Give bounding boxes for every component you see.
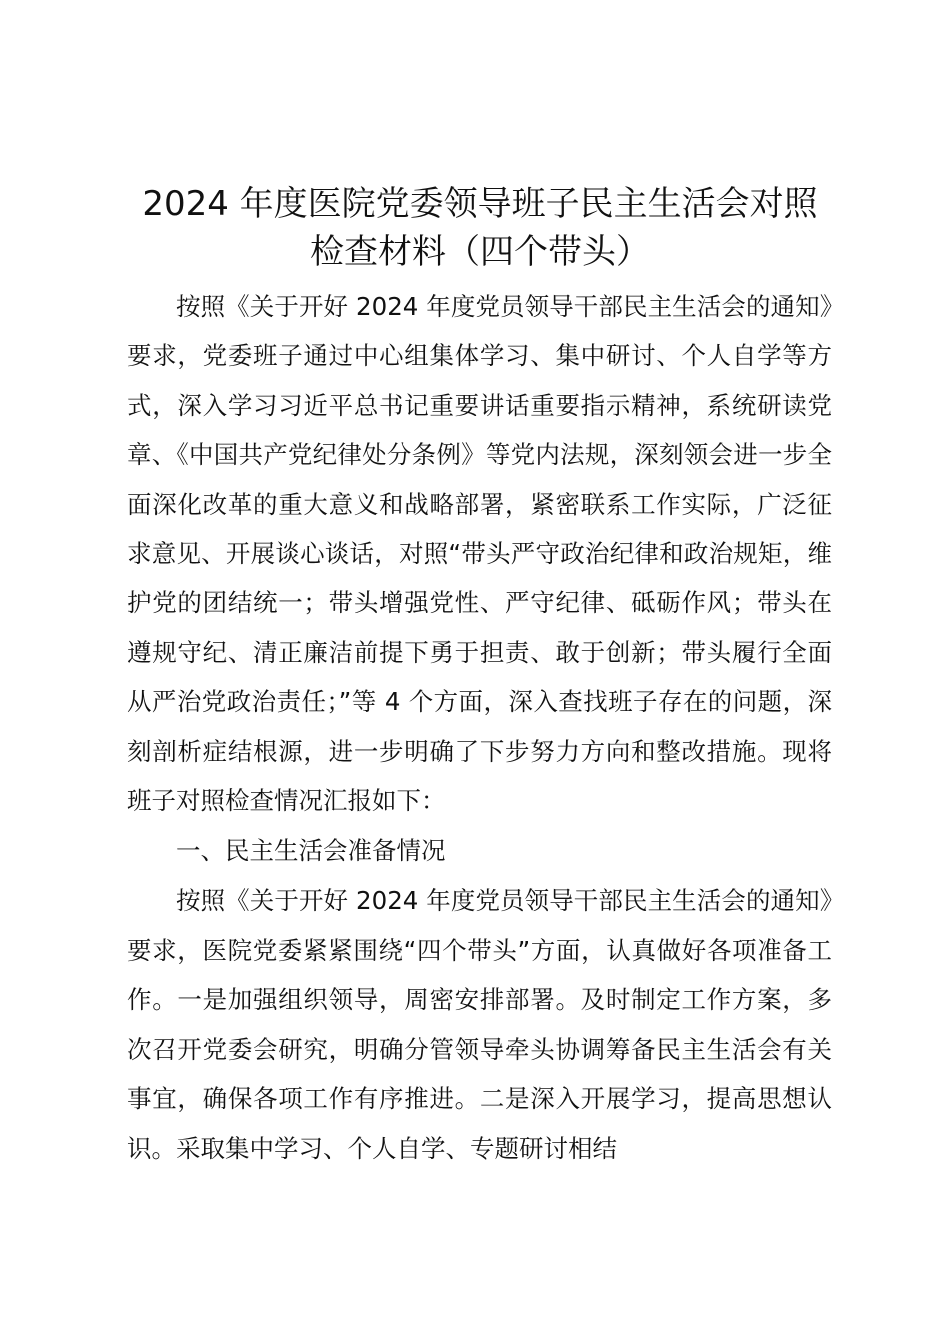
preparation-paragraph: 按照《关于开好 2024 年度党员领导干部民主生活会的通知》要求，医院党委紧紧围绕“四个带头”方面，认真做好各项准备工作。一是加强组织领导，周密安排部署。及时制定工作方案，多次召开党委会研究，明确分管领导牵头协调筹备民主生活会有关事宜，确保各项工作有序推进。二是深入开展学习，提高思想认识。采取集中学习、个人自学、专题研讨相结 — [127, 886, 832, 1163]
title-line-1: 2024 年度医院党委领导班子民主生活会对照 — [142, 184, 818, 224]
title-line-2: 检查材料（四个带头） — [310, 232, 650, 272]
section-heading-preparation: 一、民主生活会准备情况 — [176, 836, 446, 866]
document-body — [127, 282, 832, 1173]
intro-paragraph: 按照《关于开好 2024 年度党员领导干部民主生活会的通知》要求，党委班子通过中心组集体学习、集中研讨、个人自学等方式，深入学习习近平总书记重要讲话重要指示精神，系统研读党章、《中国共产党纪律处分条例》等党内法规，深刻领会进一步全面深化改革的重大意义和战略部署，紧密联系工作实际，广泛征求意见、开展谈心谈话，对照“带头严守政治纪律和政治规矩，维护党的团结统一；带头增强党性、严守纪律、砥砺作风；带头在遵规守纪、清正廉洁前提下勇于担责、敢于创新；带头履行全面从严治党政治责任；”等 4 个方面，深入查找班子存在的问题，深刻剖析症结根源，进一步明确了下步努力方向和整改措施。现将班子对照检查情况汇报如下： — [127, 292, 832, 816]
document-title — [100, 180, 860, 276]
